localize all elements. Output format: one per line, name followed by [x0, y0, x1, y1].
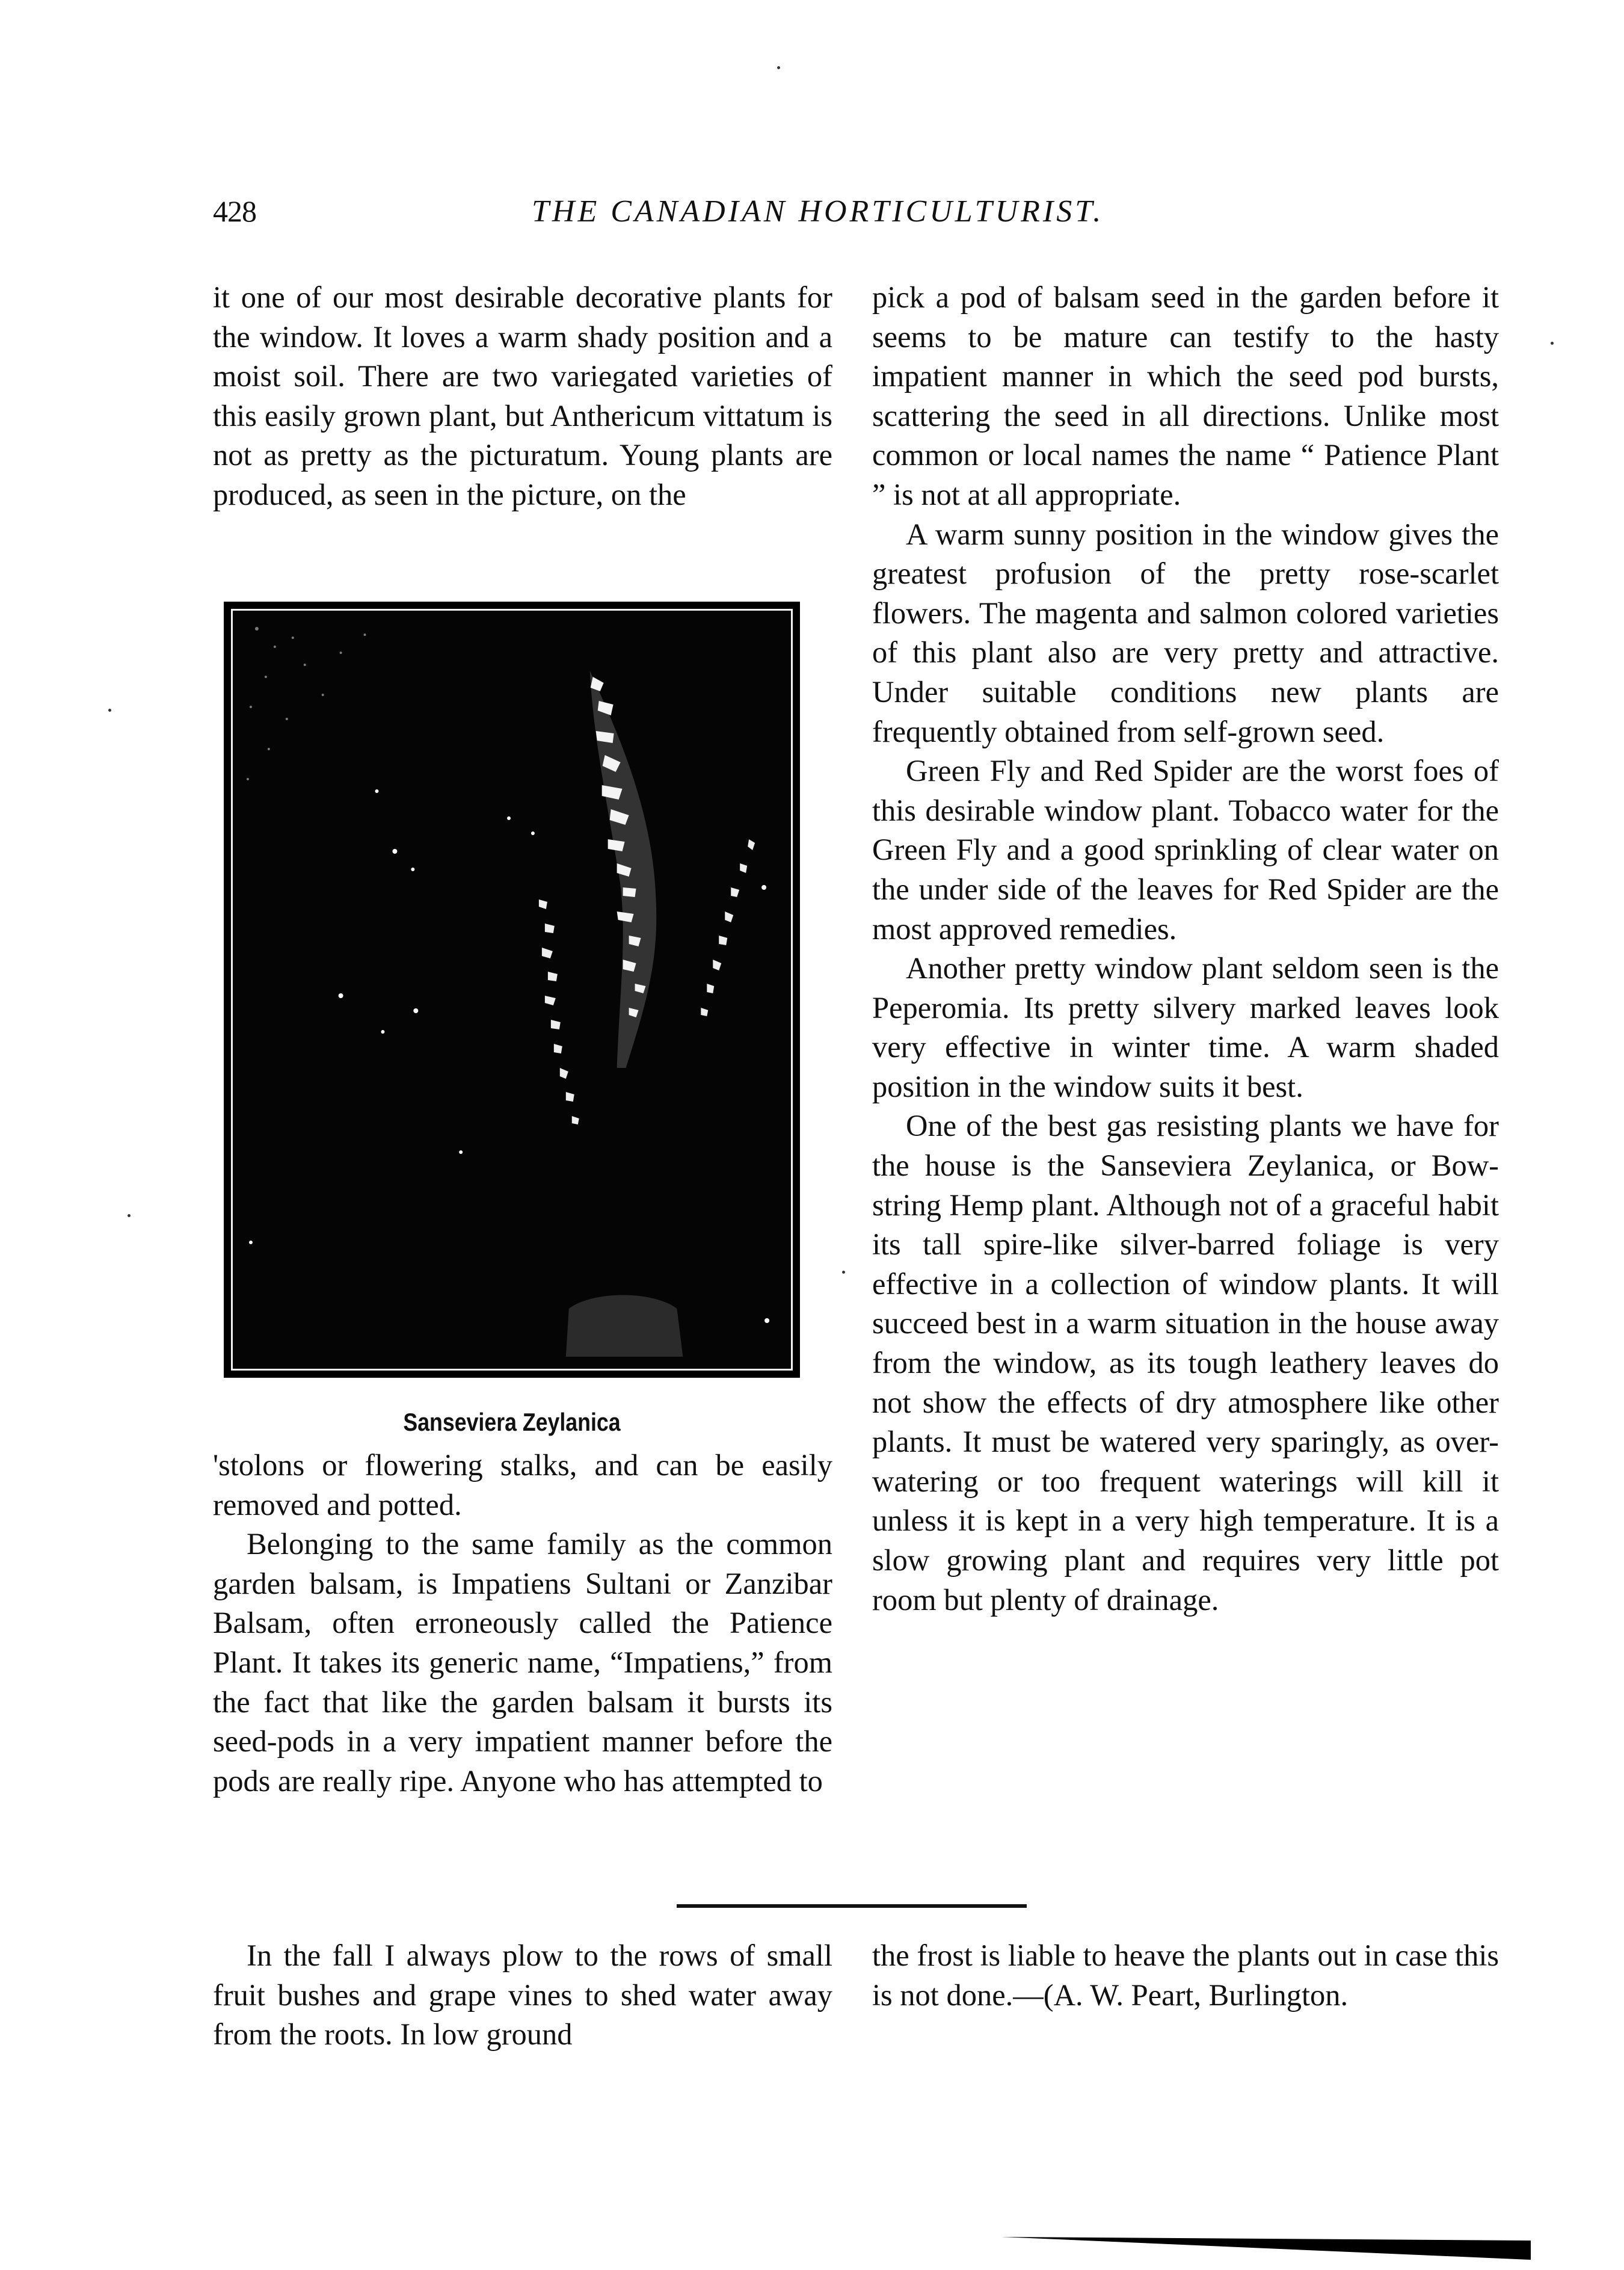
paragraph: pick a pod of balsam seed in the garden before it seems to be mature can testify to the hasty impatient manner in which the seed pod bursts, scattering the seed in all directions. Unlike most common or local names the name “ Patience Plant ” is not at all appropriate. [872, 280, 1499, 511]
paragraph: the frost is liable to heave the plants out in case this is not done.—(A. W. Peart, Burlington. [872, 1938, 1499, 2012]
page-number: 428 [213, 194, 256, 228]
note-right-column [872, 1936, 1499, 2015]
journal-title: THE CANADIAN HORTICULTURIST. [532, 194, 1104, 229]
plant-photograph [224, 602, 800, 1378]
print-speck [842, 1271, 845, 1274]
section-divider [677, 1904, 1027, 1908]
sanseviera-plant-illustration [233, 611, 791, 1369]
print-speck [1551, 342, 1554, 345]
paragraph: 'stolons or flowering stalks, and can be easily removed and potted. [213, 1448, 832, 1522]
print-speck [777, 66, 780, 69]
right-column [872, 278, 1499, 1620]
print-speck [128, 1214, 131, 1217]
running-head [213, 194, 1500, 242]
paragraph: In the fall I always plow to the rows of small fruit bushes and grape vines to shed water away from the roots. In low ground [213, 1938, 832, 2052]
end-of-page-rule [1001, 2237, 1531, 2260]
note-left-column [213, 1936, 832, 2055]
print-speck [108, 709, 111, 712]
left-column-top [213, 278, 832, 515]
paragraph: Green Fly and Red Spider are the worst foes of this desirable window plant. Tobacco water for the Green Fly and a good sprinkling of clear water on the under side of the leaves for Red Spider are the most approved remedies. [872, 754, 1499, 946]
paragraph: Belonging to the same family as the common garden balsam, is Impatiens Sultani or Zanzibar Balsam, often erroneously called the Patience Plant. It takes its generic name, “Impatiens,” from the fact that like the garden balsam it bursts its seed-pods in a very impatient manner before the pods are really ripe. Anyone who has attempted to [213, 1527, 832, 1798]
paragraph: A warm sunny position in the window gives the greatest profusion of the pretty rose-scarlet flowers. The magenta and salmon colored varieties of this plant also are very pretty and attractive. Under suitable conditions new plants are frequently obtained from self-grown seed. [872, 517, 1499, 748]
paragraph: One of the best gas resisting plants we have for the house is the Sanseviera Zeylanica, or Bow-string Hemp plant. Although not of a graceful habit its tall spire-like silver-barred foliage is very effective in a collection of window plants. It will succeed best in a warm situation in the house away from the window, as its tough leathery leaves do not show the effects of dry atmosphere like other plants. It must be watered very sparingly, as over-watering or too frequent waterings will kill it unless it is kept in a very high temperature. It is a slow growing plant and requires very little pot room but plenty of drainage. [872, 1109, 1499, 1617]
figure-caption: Sanseviera Zeylanica [403, 1408, 621, 1436]
paragraph: it one of our most desirable decorative plants for the window. It loves a warm shady position and a moist soil. There are two variegated varieties of this easily grown plant, but Anthericum vittatum is not as pretty as the picturatum. Young plants are produced, as seen in the picture, on the [213, 280, 832, 511]
photograph-image [231, 609, 793, 1371]
paragraph: Another pretty window plant seldom seen is the Peperomia. Its pretty silvery marked leaves look very effective in winter time. A warm shaded position in the window suits it best. [872, 951, 1499, 1103]
left-column-bottom [213, 1446, 832, 1801]
